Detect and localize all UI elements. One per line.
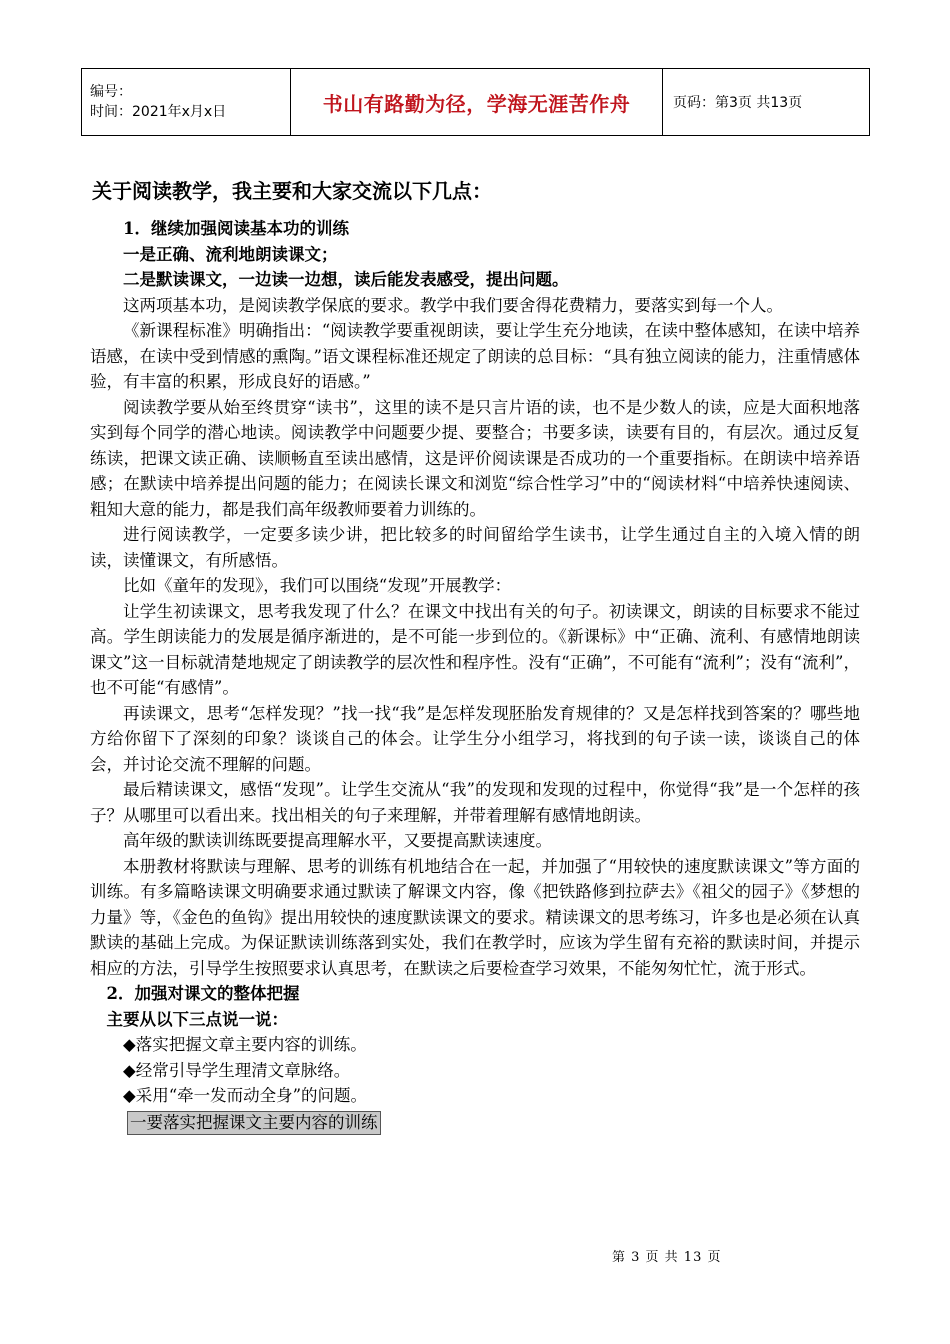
paragraph: 本册教材将默读与理解、思考的训练有机地结合在一起，并加强了“用较快的速度默读课文”等方面的训练。有多篇略读课文明确要求通过默读了解课文内容，像《把铁路修到拉萨去》《祖父的园子》《梦想的力量》等，《金色的鱼钩》提出用较快的速度默读课文的要求。精读课文的思考练习，许多也是必须在认真默读的基础上完成。为保证默读训练落到实处，我们在教学时，应该为学生留有充裕的默读时间，并提示相应的方法，引导学生按照要求认真思考，在默读之后要检查学习效果，不能匆匆忙忙，流于形式。 — [90, 856, 860, 978]
bullet-item: ◆采用“牵一发而动全身”的问题。 — [123, 1086, 368, 1105]
bullet-item: ◆经常引导学生理清文章脉络。 — [123, 1060, 351, 1080]
page-label: 页码：第3页 共13页 — [663, 69, 870, 136]
highlighted-heading: 一要落实把握课文主要内容的训练 — [127, 1111, 381, 1135]
paragraph: 让学生初读课文，思考我发现了什么？在课文中找出有关的句子。初读课文，朗读的目标要求不能过高。学生朗读能力的发展是循序渐进的，是不可能一步到位的。《新课标》中“正确、流利、有感情地朗读课文”这一目标就清楚地规定了朗读教学的层次性和程序性。没有“正确”，不可能有“流利”；没有“流利”，也不可能“有感情”。 — [90, 601, 860, 697]
header-table — [81, 68, 870, 136]
time-label: 时间：2021年x月x日 — [90, 104, 227, 120]
paragraph: 高年级的默读训练既要提高理解水平，又要提高默读速度。 — [123, 831, 552, 850]
subheading-1: 1．继续加强阅读基本功的训练 — [123, 219, 349, 238]
paragraph: 再读课文，思考“怎样发现？”找一找“我”是怎样发现胚胎发育规律的？又是怎样找到答案的？哪些地方给你留下了深刻的印象？谈谈自己的体会。让学生分小组学习，将找到的句子读一读，谈谈自己的体会，并讨论交流不理解的问题。 — [90, 703, 860, 774]
bullet-item: ◆落实把握文章主要内容的训练。 — [123, 1035, 367, 1054]
point-two: 二是默读课文，一边读一边想，读后能发表感受，提出问题。 — [123, 270, 569, 289]
number-label: 编号： — [90, 84, 132, 100]
paragraph: 《新课程标准》明确指出：“阅读教学要重视朗读，要让学生充分地读，在读中整体感知，在读中培养语感，在读中受到情感的熏陶。”语文课程标准还规定了朗读的总目标：“具有独立阅读的能力，注重情感体验，有丰富的积累，形成良好的语感。” — [90, 321, 860, 391]
motto: 书山有路勤为径，学海无涯苦作舟 — [291, 69, 663, 136]
paragraph: 这两项基本功，是阅读教学保底的要求。教学中我们要舍得花费精力，要落实到每一个人。 — [123, 295, 783, 315]
section-title: 关于阅读教学，我主要和大家交流以下几点： — [92, 179, 492, 203]
document-body — [90, 178, 860, 1135]
page-footer: 第 3 页 共 13 页 — [612, 1250, 722, 1265]
header-left-cell — [82, 69, 291, 136]
point-one: 一是正确、流利地朗读课文； — [123, 244, 338, 264]
paragraph: 最后精读课文，感悟“发现”。让学生交流从“我”的发现和发现的过程中，你觉得“我”是一个怎样的孩子？从哪里可以看出来。找出相关的句子来理解，并带着理解有感情地朗读。 — [90, 780, 860, 825]
subheading-2-intro: 主要从以下三点说一说： — [106, 1009, 288, 1029]
paragraph: 比如《童年的发现》，我们可以围绕“发现”开展教学： — [123, 576, 512, 595]
paragraph: 阅读教学要从始至终贯穿“读书”，这里的读不是只言片语的读，也不是少数人的读，应是大面积地落实到每个同学的潜心地读。阅读教学中问题要少提、要整合；书要多读，读要有目的，有层次。通过反复练读，把课文读正确、读顺畅直至读出感情，这是评价阅读课是否成功的一个重要指标。在朗读中培养语感；在默读中培养提出问题的能力；在阅读长课文和浏览“综合性学习”中的“阅读材料“中培养快速阅读、粗知大意的能力，都是我们高年级教师要着力训练的。 — [90, 397, 860, 519]
subheading-2: 2．加强对课文的整体把握 — [106, 984, 300, 1003]
paragraph: 进行阅读教学，一定要多读少讲，把比较多的时间留给学生读书，让学生通过自主的入境入情的朗读，读懂课文，有所感悟。 — [90, 525, 860, 570]
